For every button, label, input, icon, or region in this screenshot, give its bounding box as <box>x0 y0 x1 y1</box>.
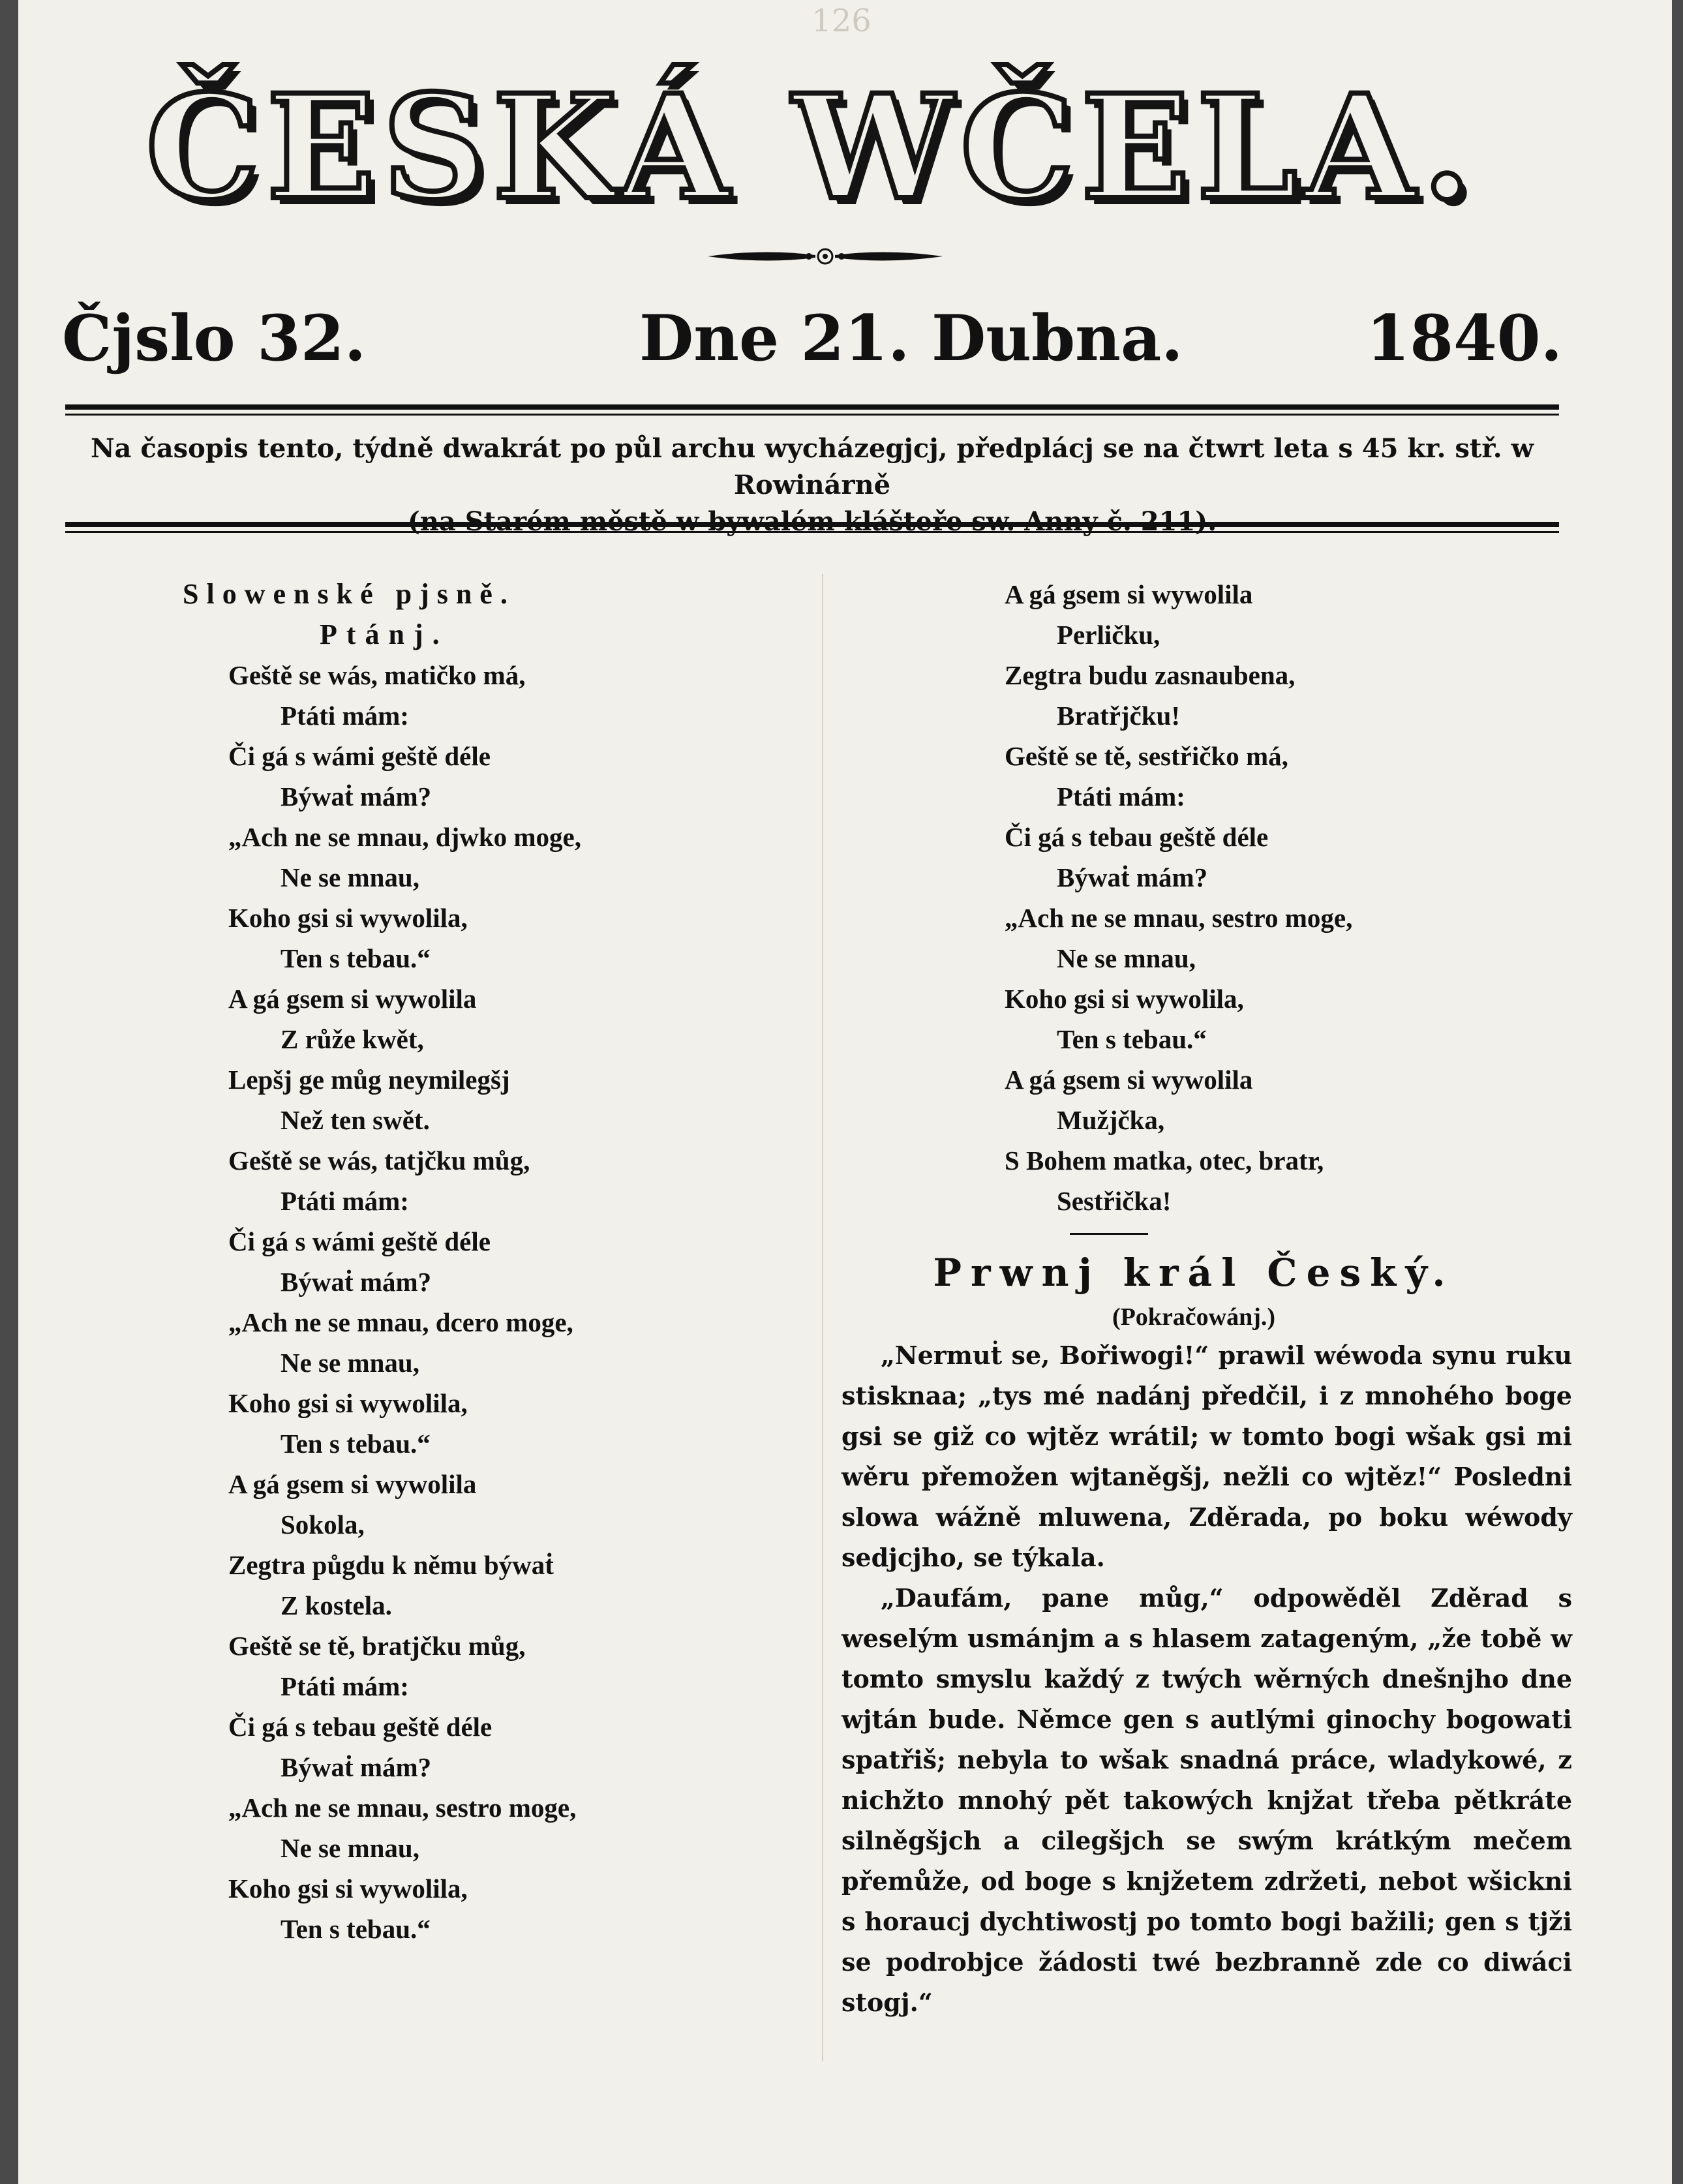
verse-line: A gá gsem si wywolila <box>1005 579 1253 609</box>
poem-subtitle: Ptánj. <box>320 618 449 650</box>
verse-line: Koho gsi si wywolila, <box>228 1388 468 1418</box>
verse-line: Ptáti mám: <box>280 701 409 731</box>
verse-line: Ten s tebau.“ <box>1057 1024 1207 1054</box>
verse-line: Ne se mnau, <box>280 862 419 892</box>
verse-line: Zegtra budu zasnaubena, <box>1005 660 1296 690</box>
verse-line: Sestřička! <box>1057 1186 1172 1216</box>
verse-line: Ptáti mám: <box>280 1671 409 1701</box>
poem-title: Slowenské pjsně. <box>183 578 515 610</box>
verse-line: Či gá s tebau geště déle <box>1005 822 1269 852</box>
verse-line: A gá gsem si wywolila <box>228 1469 477 1499</box>
verse-line: Býwaṫ mám? <box>280 1267 432 1297</box>
verse-line: Z růže kwět, <box>280 1024 424 1054</box>
verse-line: Ten s tebau.“ <box>280 1914 431 1944</box>
verse-line: Geště se tě, sestřičko má, <box>1005 741 1288 771</box>
verse-line: Lepšj ge můg neymilegšj <box>228 1065 510 1095</box>
chapter-subtitle: (Pokračowánj.) <box>1112 1303 1276 1331</box>
bleed-through-left <box>65 78 222 2101</box>
notice-rule-thin <box>65 531 1559 533</box>
verse-line: Býwaṫ mám? <box>280 781 432 811</box>
header-rule-thick <box>65 404 1559 410</box>
verse-line: Koho gsi si wywolila, <box>228 1873 468 1903</box>
verse-line: Býwaṫ mám? <box>1057 862 1208 892</box>
verse-line: Než ten swět. <box>280 1105 430 1135</box>
ornament-divider <box>701 243 949 269</box>
verse-line: „Ach ne se mnau, dcero moge, <box>228 1307 573 1337</box>
verse-line: „Ach ne se mnau, djwko moge, <box>228 822 581 852</box>
verse-line: Býwaṫ mám? <box>280 1752 432 1782</box>
story-paragraph-2: „Daufám, pane můg,“ odpowěděl Zděrad s weselým usmánjm a s hlasem zatageným, „že tobě w tomto smyslu každý z twých wěrných dnešnjho dne wjtán bude. Němce gen s autlými ginochy bogowati spatřiš; nebyla to wšak snadná práce, wladykowé, z nichžto mnohý pět takowých knjžat třeba pětkráte silněgšjch a cilegšjch se swým krátkým mečem přemůže, od boge s knjžetem zdržeti, nebot wšickni s horaucj dychtiwostj po tomto bogi bažili; gen s tjži se podrobjce žádosti twé bezbranně zde co diwáci stogj.“ <box>842 1583 1572 2017</box>
verse-line: Ten s tebau.“ <box>280 1429 431 1459</box>
verse-line: Ne se mnau, <box>1057 943 1196 973</box>
section-separator <box>1070 1233 1148 1235</box>
verse-line: Zegtra půgdu k němu býwaṫ <box>228 1550 554 1580</box>
issue-number: Čjslo 32. <box>62 301 367 375</box>
verse-line: Geště se wás, tatjčku můg, <box>228 1145 530 1175</box>
verse-line: Geště se tě, bratjčku můg, <box>228 1631 526 1661</box>
verse-line: A gá gsem si wywolila <box>1005 1065 1253 1095</box>
verse-line: Mužjčka, <box>1057 1105 1165 1135</box>
notice-rule-thick <box>65 522 1559 527</box>
verse-line: Koho gsi si wywolila, <box>228 903 468 933</box>
verse-line: „Ach ne se mnau, sestro moge, <box>228 1793 577 1823</box>
verse-line: Geště se wás, matičko má, <box>228 660 526 690</box>
right-column <box>842 574 1572 2023</box>
chapter-title: Prwnj král Český. <box>933 1251 1455 1295</box>
left-column <box>183 574 809 1949</box>
story-paragraph-1: „Nermuṫ se, Bořiwogi!“ prawil wéwoda synu ruku stisknaa; „tys mé nadánj předčil, i z mnohého boge gsi se giž co wjtěz wrátil; w tomto bogi wšak gsi mi wěru přemožen wjtaněgšj, nežli co wjtěz!“ Posledni slowa wážně mluwena, Zděrada, po boku wéwody sedjcjho, se týkala. <box>842 1341 1572 1572</box>
verse-line: Ne se mnau, <box>280 1833 419 1863</box>
verse-line: Z kostela. <box>280 1590 392 1620</box>
verse-line: Sokola, <box>280 1509 365 1539</box>
verse-line: Ptáti mám: <box>1057 781 1185 811</box>
issue-date: Dne 21. Dubna. <box>639 301 1183 375</box>
verse-line: A gá gsem si wywolila <box>228 984 477 1014</box>
header-rule-thin <box>65 414 1559 416</box>
verse-line: Či gá s wámi geště déle <box>228 741 491 771</box>
subscription-line-1: Na časopis tento, týdně dwakrát po půl archu wycházegjcj, předplácj se na čtwrt leta s 45 kr. stř. w Rowinárně <box>90 433 1534 500</box>
masthead-title <box>65 63 1559 232</box>
poem-lines-right <box>1005 574 1572 1221</box>
verse-line: Perličku, <box>1057 620 1160 650</box>
masthead-title-text: ČESKÁ WČELA. <box>145 63 1479 232</box>
page-number: 126 <box>811 3 872 39</box>
issue-line <box>62 301 1562 380</box>
verse-line: Bratřjčku! <box>1057 701 1181 731</box>
poem-lines-left <box>228 655 809 1949</box>
verse-line: S Bohem matka, otec, bratr, <box>1005 1145 1324 1175</box>
verse-line: Ten s tebau.“ <box>280 943 431 973</box>
verse-line: Ptáti mám: <box>280 1186 409 1216</box>
verse-line: Koho gsi si wywolila, <box>1005 984 1244 1014</box>
bleed-through-rule <box>822 574 823 2061</box>
verse-line: Ne se mnau, <box>280 1348 419 1378</box>
issue-year: 1840. <box>1366 301 1562 375</box>
verse-line: Či gá s tebau geště déle <box>228 1712 493 1742</box>
verse-line: „Ach ne se mnau, sestro moge, <box>1005 903 1353 933</box>
verse-line: Či gá s wámi geště déle <box>228 1226 491 1256</box>
